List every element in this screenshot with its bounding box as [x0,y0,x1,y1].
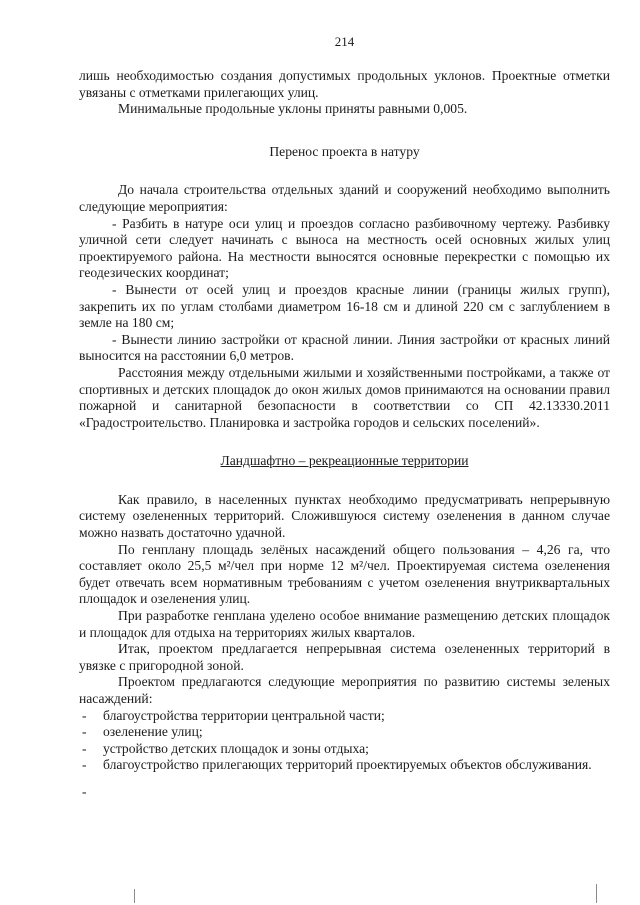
paragraph-transfer-2: - Разбить в натуре оси улиц и проездов согласно разбивочному чертежу. Разбивку уличной сети следует начинать с выноса на местность осей основных жилых улиц проектируемого района. На местности выносятся основные перекрестки с помощью их геодезических координат; [79,215,610,281]
list-dash: - [82,757,87,773]
list-dash: - [82,724,87,740]
list-dash: - [82,783,87,799]
page-number: 214 [334,34,355,49]
list-item: - озеленение улиц; [82,724,203,740]
scan-mark-right [596,884,597,903]
list-dash: - [82,707,87,723]
paragraph-landscape-5: Проектом предлагаются следующие мероприятия по развитию системы зеленых насаждений: [79,674,610,706]
paragraph-transfer-5: Расстояния между отдельными жилыми и хозяйственными постройками, а также от спортивных и детских площадок до окон жилых домов принимаются на основании правил пожарной и санитарной безопасности в соответствии со СП 42.13330.2011 «Градостроительство. Планировка и застройка городов и сельских поселений». [79,364,610,430]
section-heading-landscape: Ландшафтно – рекреационные территории [220,453,469,469]
paragraph-transfer-4: - Вынести линию застройки от красной линии. Линия застройки от красных линий выносится на расстоянии 6,0 метров. [79,331,610,364]
paragraph-intro-1: лишь необходимостью создания допустимых продольных уклонов. Проектные отметки увязаны с отметками прилегающих улиц. [79,68,610,100]
paragraph-transfer-3: - Вынести от осей улиц и проездов красные линии (границы жилых групп), закрепить их по углам столбами диаметром 16-18 см и длиной 220 см с заглублением в земле на 180 см; [79,281,610,331]
paragraph-landscape-3: При разработке генплана уделено особое внимание размещению детских площадок и площадок для отдыха на территориях жилых кварталов. [79,608,610,640]
list-item: - благоустройство прилегающих территорий проектируемых объектов обслуживания. [82,757,592,773]
list-dash: - [82,740,87,756]
paragraph-intro-2: Минимальные продольные уклоны приняты равными 0,005. [118,101,468,117]
paragraph-landscape-4: Итак, проектом предлагается непрерывная система озелененных территорий в увязке с пригородной зоной. [79,641,610,673]
paragraph-landscape-2: По генплану площадь зелёных насаждений общего пользования – 4,26 га, что составляет около 25,5 м²/чел при норме 12 м²/чел. Проектируемая система озеленения будет отвечать всем нормативным требованиям с учетом озеленения внутриквартальных площадок и озеленения улиц. [79,541,610,607]
scan-mark-left [134,889,135,903]
paragraph-landscape-1: Как правило, в населенных пунктах необходимо предусматривать непрерывную систему озелененных территорий. Сложившуюся систему озеленения в данном случае можно назвать достаточно удачной. [79,491,610,541]
paragraph-transfer-1: До начала строительства отдельных зданий и сооружений необходимо выполнить следующие мероприятия: [79,182,610,214]
list-item: - благоустройства территории центральной части; [82,707,385,723]
list-item: - устройство детских площадок и зоны отдыха; [82,740,369,756]
measures-list [79,707,610,799]
section-heading-transfer: Перенос проекта в натуру [269,143,420,159]
